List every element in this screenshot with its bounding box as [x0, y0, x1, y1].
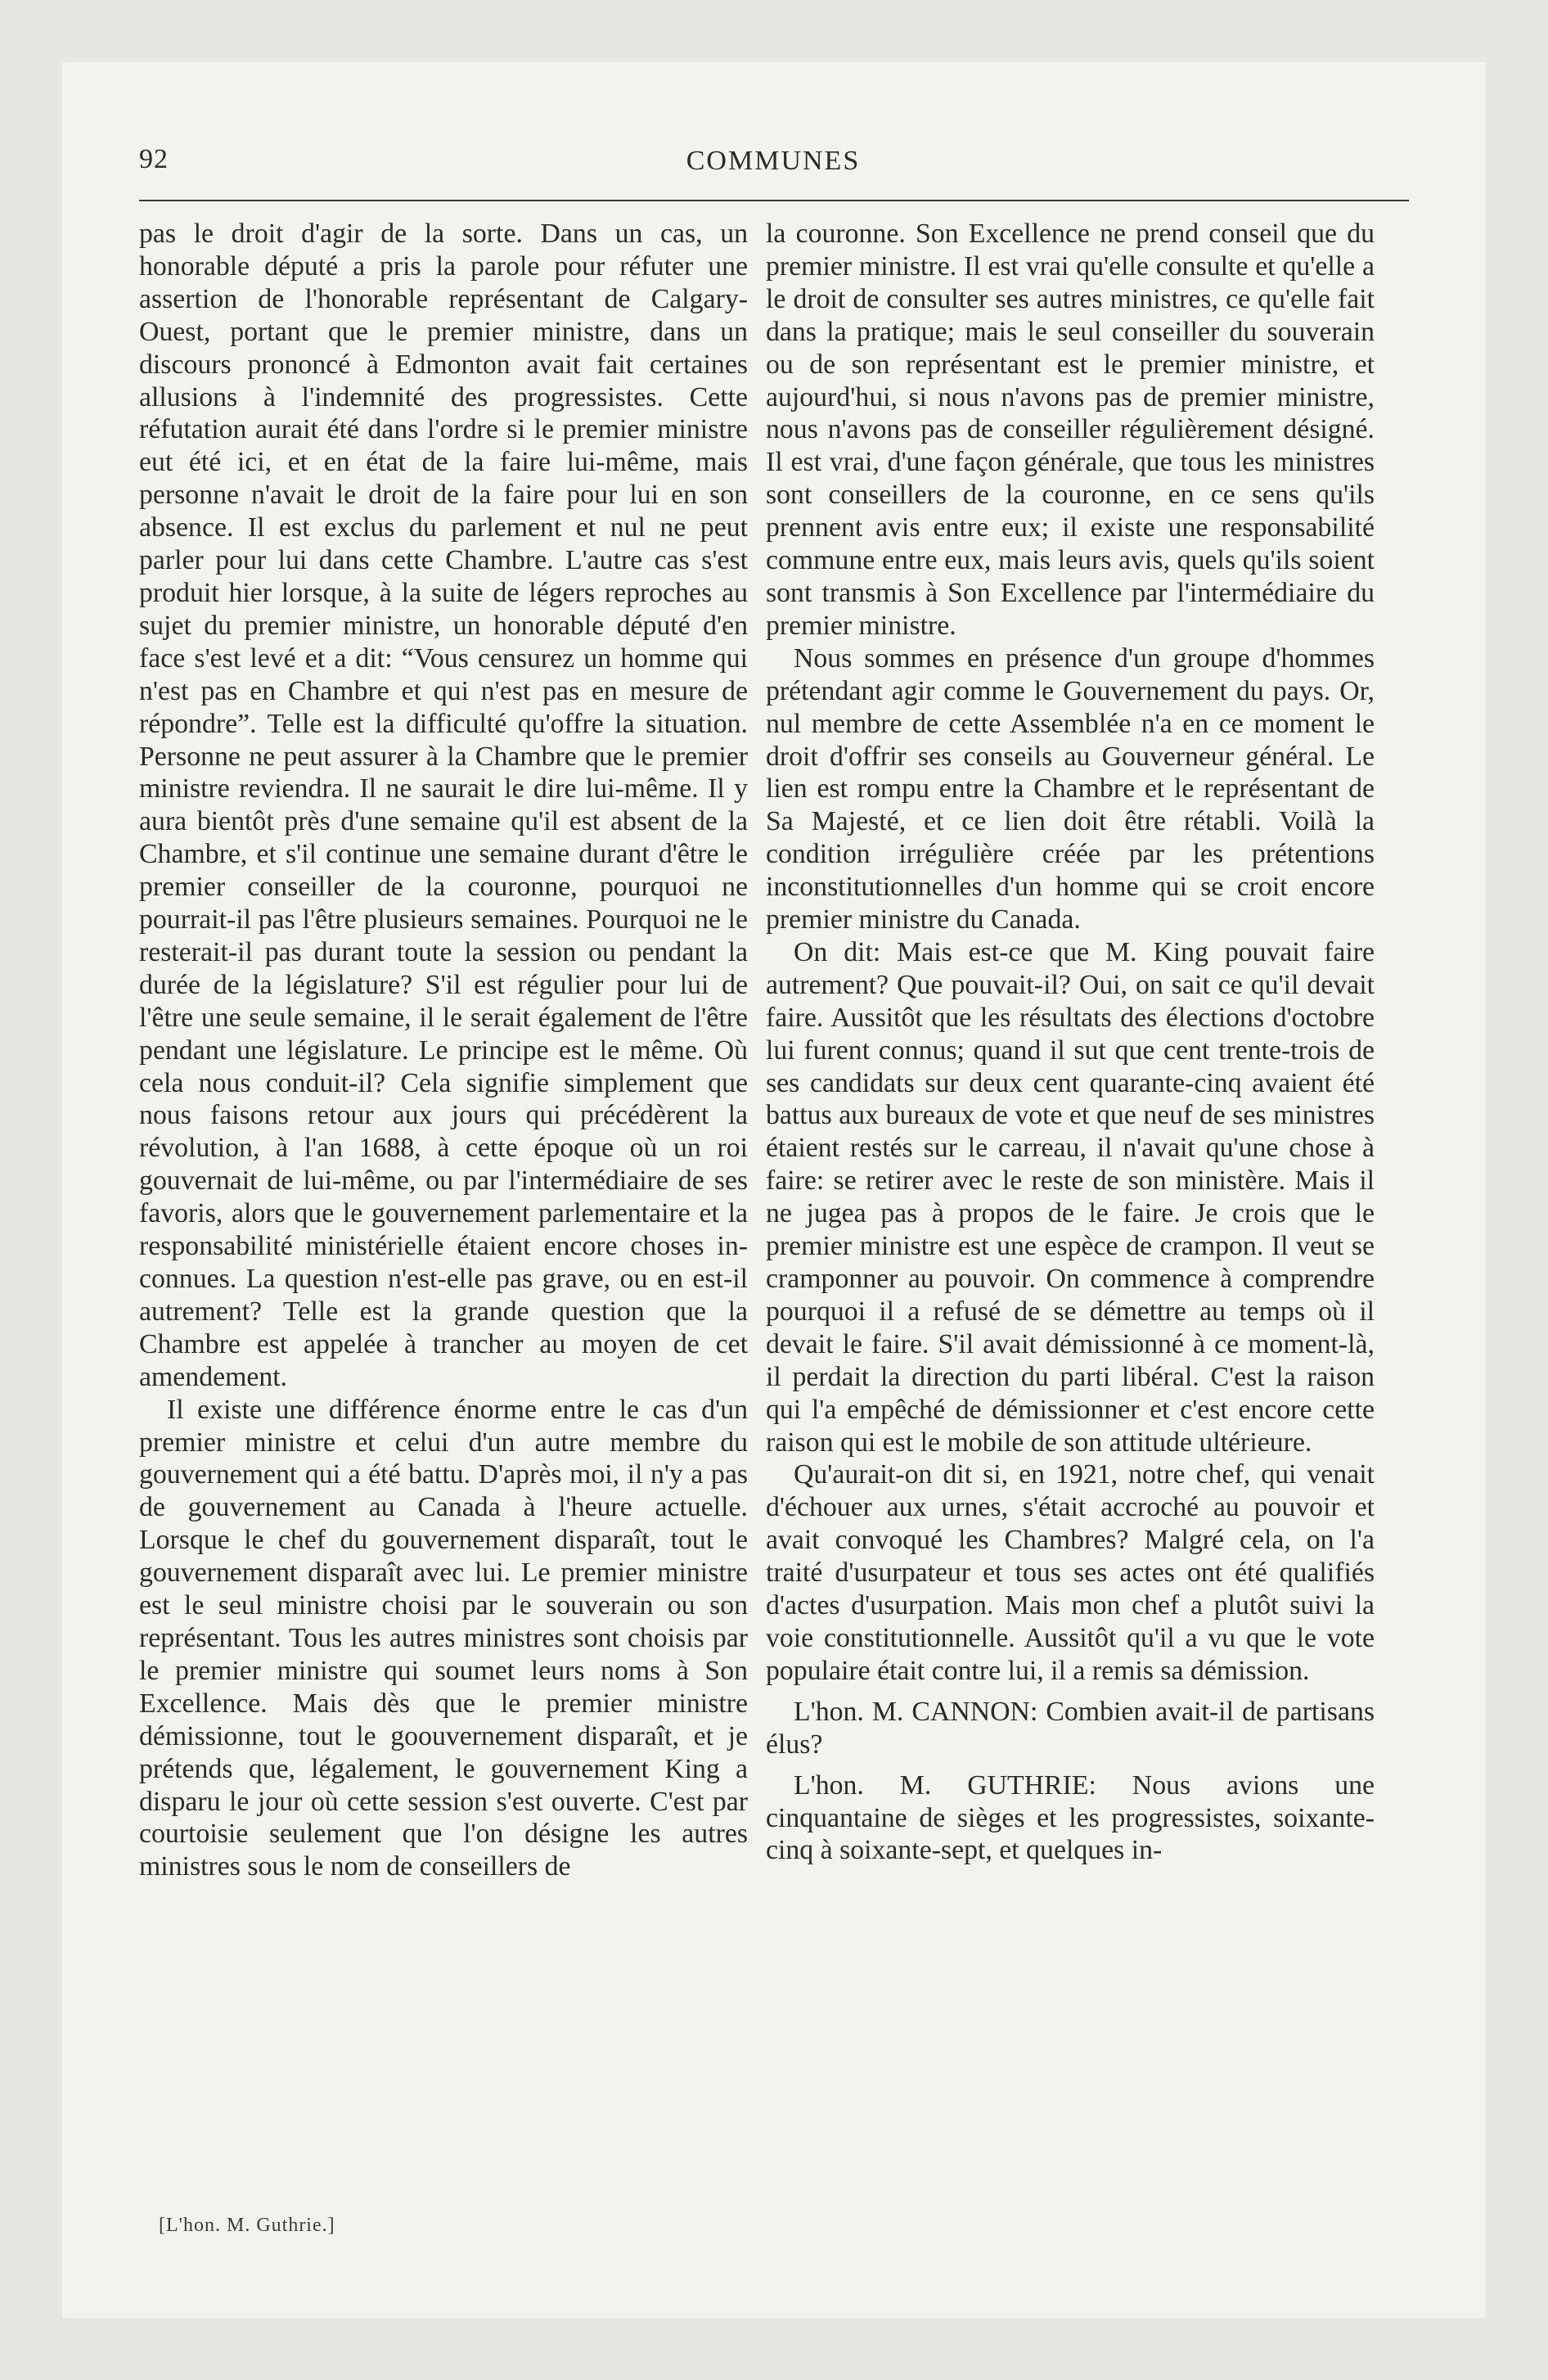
- right-paragraph-3: On dit: Mais est-ce que M. King pouvait faire autrement? Que pouvait-il? Oui, on sait ce qu'il devait faire. Aussitôt que les résultats des élections d'octobre lui furent connus; quand il sut que cent trente-trois de ses candidats sur deux cent quarante-cinq avaient été battus aux bureaux de vote et que neuf de ses ministres étaient restés sur le carreau, il n'avait qu'une chose à faire: se retirer avec le reste de son ministère. Mais il ne jugea pas à propos de le faire. Je crois que le premier ministre est une espèce de crampon. Il veut se cramponner au pouvoir. On commence à comprendre pourquoi il a refusé de se démettre au temps où il devait le faire. S'il avait démissionné à ce moment-là, il perdait la direction du parti libéral. C'est la raison qui l'a empêché de démissionner et c'est encore cette raison qui est le mobile de son attitude ultérieure.: [766, 936, 1375, 1458]
- right-paragraph-1: la couronne. Son Excellence ne prend conseil que du premier ministre. Il est vrai qu'elle consulte et qu'elle a le droit de consulter ses autres ministres, ce qu'elle fait dans la pratique; mais le seul conseiller du souverain ou de son représentant est le premier ministre, et aujourd'hui, si nous n'avons pas de premier ministre, nous n'avons pas de conseiller régulièrement désigné. Il est vrai, d'une façon générale, que tous les ministres sont conseillers de la couronne, en ce sens qu'ils prennent avis entre eux; il existe une responsabilité commune entre eux, mais leurs avis, quels qu'ils soient sont transmis à Son Excellence par l'intermédiaire du premier ministre.: [766, 219, 1375, 641]
- right-paragraph-4: Qu'aurait-on dit si, en 1921, notre chef, qui venait d'échouer aux urnes, s'était accroché au pouvoir et avait convoqué les Chambres? Malgré cela, on l'a traité d'usurpateur et tous ses actes ont été qualifiés d'actes d'usurpation. Mais mon chef a plutôt suivi la voie constitutionnelle. Aussitôt qu'il a vu que le vote populaire était contre lui, il a remis sa démission.: [766, 1459, 1375, 1686]
- right-column: [766, 218, 1375, 1867]
- left-paragraph-1: pas le droit d'agir de la sorte. Dans un cas, un honorable député a pris la parole pour réfuter une assertion de l'honorable représentant de Calgary-Ouest, portant que le premier ministre, dans un discours prononcé à Edmonton avait fait certaines allusions à l'indemnité des progressistes. Cette réfutation aurait été dans l'ordre si le premier ministre eut été ici, et en état de la faire lui-même, mais personne n'avait le droit de la faire pour lui en son absence. Il est exclus du parlement et nul ne peut parler pour lui dans cette Chambre. L'autre cas s'est produit hier lorsque, à la suite de légers reproches au sujet du premier ministre, un honorable député d'en face s'est levé et a dit: “Vous censurez un homme qui n'est pas en Chambre et qui n'est pas en mesure de répondre”. Telle est la difficulté qu'offre la situation. Personne ne peut assurer à la Chambre que le premier ministre reviendra. Il ne saurait le dire lui-même. Il y aura bientôt près d'une semaine qu'il est absent de la Chambre, et s'il continue une semaine durant d'être le premier conseiller de la couronne, pourquoi ne pourrait-il pas l'être plusieurs semaines. Pourquoi ne le resterait-il pas durant toute la session ou pendant la durée de la législature? S'il est régulier pour lui de l'être une seule semaine, il le serait également de l'être pendant une législature. Le principe est le même. Où cela nous conduit-il? Cela signifie simplement que nous faisons retour aux jours qui précédèrent la révolution, à l'an 1688, à cette époque où un roi gouvernait de lui-même, ou par l'intermédiaire de ses favoris, alors que le gouvernement parlementaire et la responsabilité ministérielle étaient encore choses inconnues. La question n'est-elle pas grave, ou en est-il autrement? Telle est la grande question que la Chambre est appelée à trancher au moyen de cet amendement.: [139, 219, 748, 1392]
- speaker-reference: [L'hon. M. Guthrie.]: [159, 2215, 335, 2236]
- left-column: [139, 218, 748, 1883]
- page-header: [139, 144, 1407, 193]
- scanned-page: [62, 62, 1486, 2318]
- left-paragraph-2: Il existe une différence énorme entre le cas d'un premier ministre et celui d'un autre membre du gouvernement qui a été battu. D'après moi, il n'y a pas de gouvernement au Canada à l'heure actuelle. Lorsque le chef du gouvernement disparaît, tout le gouvernement disparaît avec lui. Le premier ministre est le seul ministre choisi par le souverain ou son représentant. Tous les autres ministres sont choisis par le premier ministre qui soumet leurs noms à Son Excellence. Mais dès que le premier ministre démissionne, tout le goouvernement disparaît, et je prétends que, légalement, le gouvernement King a disparu le jour où cette session s'est ouverte. C'est par courtoisie seulement que l'on désigne les autres ministres sous le nom de conseillers de: [139, 1394, 748, 1882]
- right-paragraph-2: Nous sommes en présence d'un groupe d'hommes prétendant agir comme le Gouvernement du pays. Or, nul membre de cette Assemblée n'a en ce moment le droit d'offrir ses conseils au Gouverneur général. Le lien est rompu entre la Chambre et le représentant de Sa Majesté, et ce lien doit être rétabli. Voilà la condition irrégulière créée par les prétentions inconstitutionnelles d'un homme qui se croit encore premier ministre du Canada.: [766, 642, 1375, 935]
- running-title: COMMUNES: [686, 146, 861, 176]
- speaker-line-guthrie: L'hon. M. GUTHRIE: Nous avions une cinquantaine de sièges et les progressistes, soixante-cinq à soixante-sept, et quelques in-: [766, 1769, 1375, 1866]
- speaker-line-cannon: L'hon. M. CANNON: Combien avait-il de partisans élus?: [766, 1696, 1375, 1760]
- header-rule: [139, 200, 1409, 201]
- page-number: 92: [139, 144, 169, 174]
